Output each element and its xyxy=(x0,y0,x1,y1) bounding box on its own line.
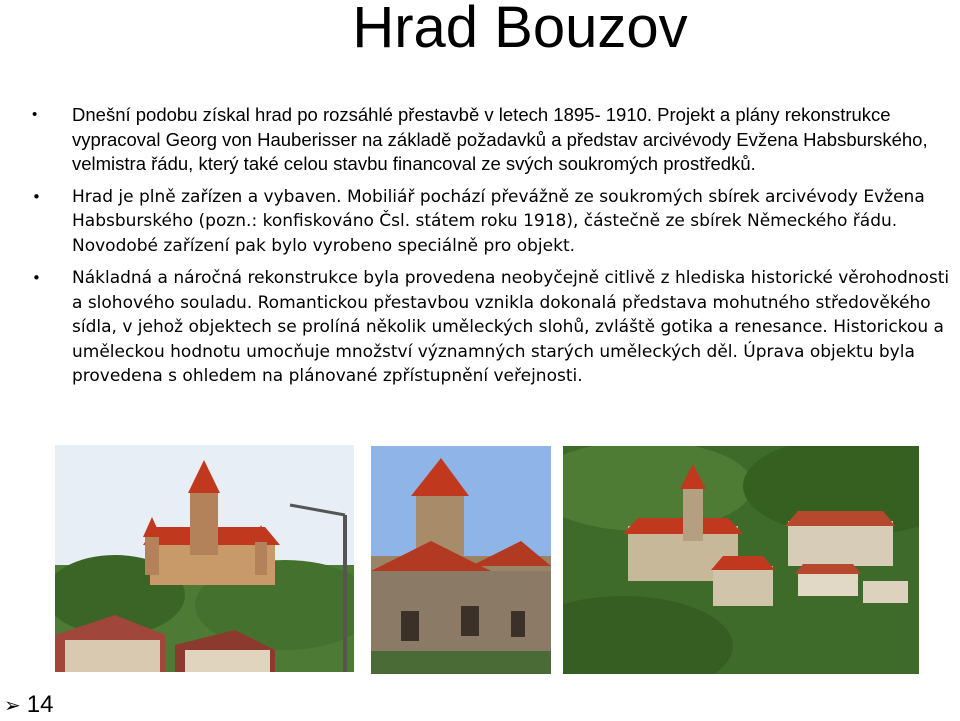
slide-title: Hrad Bouzov xyxy=(352,0,688,60)
page-number: 14 xyxy=(26,691,54,718)
arrow-bullet-icon: ➢ xyxy=(4,695,21,717)
castle-photo-tower xyxy=(371,446,551,674)
bullet-item xyxy=(32,185,952,259)
bullet-item xyxy=(32,266,952,389)
slide-footer xyxy=(4,690,53,721)
bullet-text: Nákladná a náročná rekonstrukce byla provedena neobyčejně citlivě z hlediska historické věrohodnosti a slohového souladu. Romantickou přestavbou vznikla dokonalá představa mohutného středověkého sídla, v jehož objektech se prolíná několik uměleckých slohů, zvláště gotika a renesance. Historickou a uměleckou hodnotu umocňuje množství významných starých uměleckých děl. Úprava objektu byla provedena s ohledem na plánované zpřístupnění veřejnosti. xyxy=(72,268,950,386)
bullet-dot-icon: • xyxy=(32,106,38,123)
bullet-dot-icon: • xyxy=(32,269,41,287)
castle-photo-aerial xyxy=(563,446,919,674)
bullet-text: Hrad je plně zařízen a vybaven. Mobiliář pochází převážně ze soukromých sbírek arcivévody Evžena Habsburského (pozn.: konfiskováno Čsl. státem roku 1918), částečně ze sbírek Německého řádu. Novodobé zařízení pak bylo vyrobeno speciálně pro objekt. xyxy=(72,186,925,256)
bullet-text: Dnešní podobu získal hrad po rozsáhlé přestavbě v letech 1895- 1910. Projekt a plány rekonstrukce vypracoval Georg von Hauberisser na základě požadavků a představ arcivévody Evžena Habsburského, velmistra řádu, který také celou stavbu financoval ze svých soukromých prostředků. xyxy=(72,104,928,174)
castle-photo-hill xyxy=(55,445,354,672)
bullet-item xyxy=(32,103,952,177)
bullet-list xyxy=(32,103,952,397)
bullet-dot-icon: • xyxy=(32,187,41,206)
